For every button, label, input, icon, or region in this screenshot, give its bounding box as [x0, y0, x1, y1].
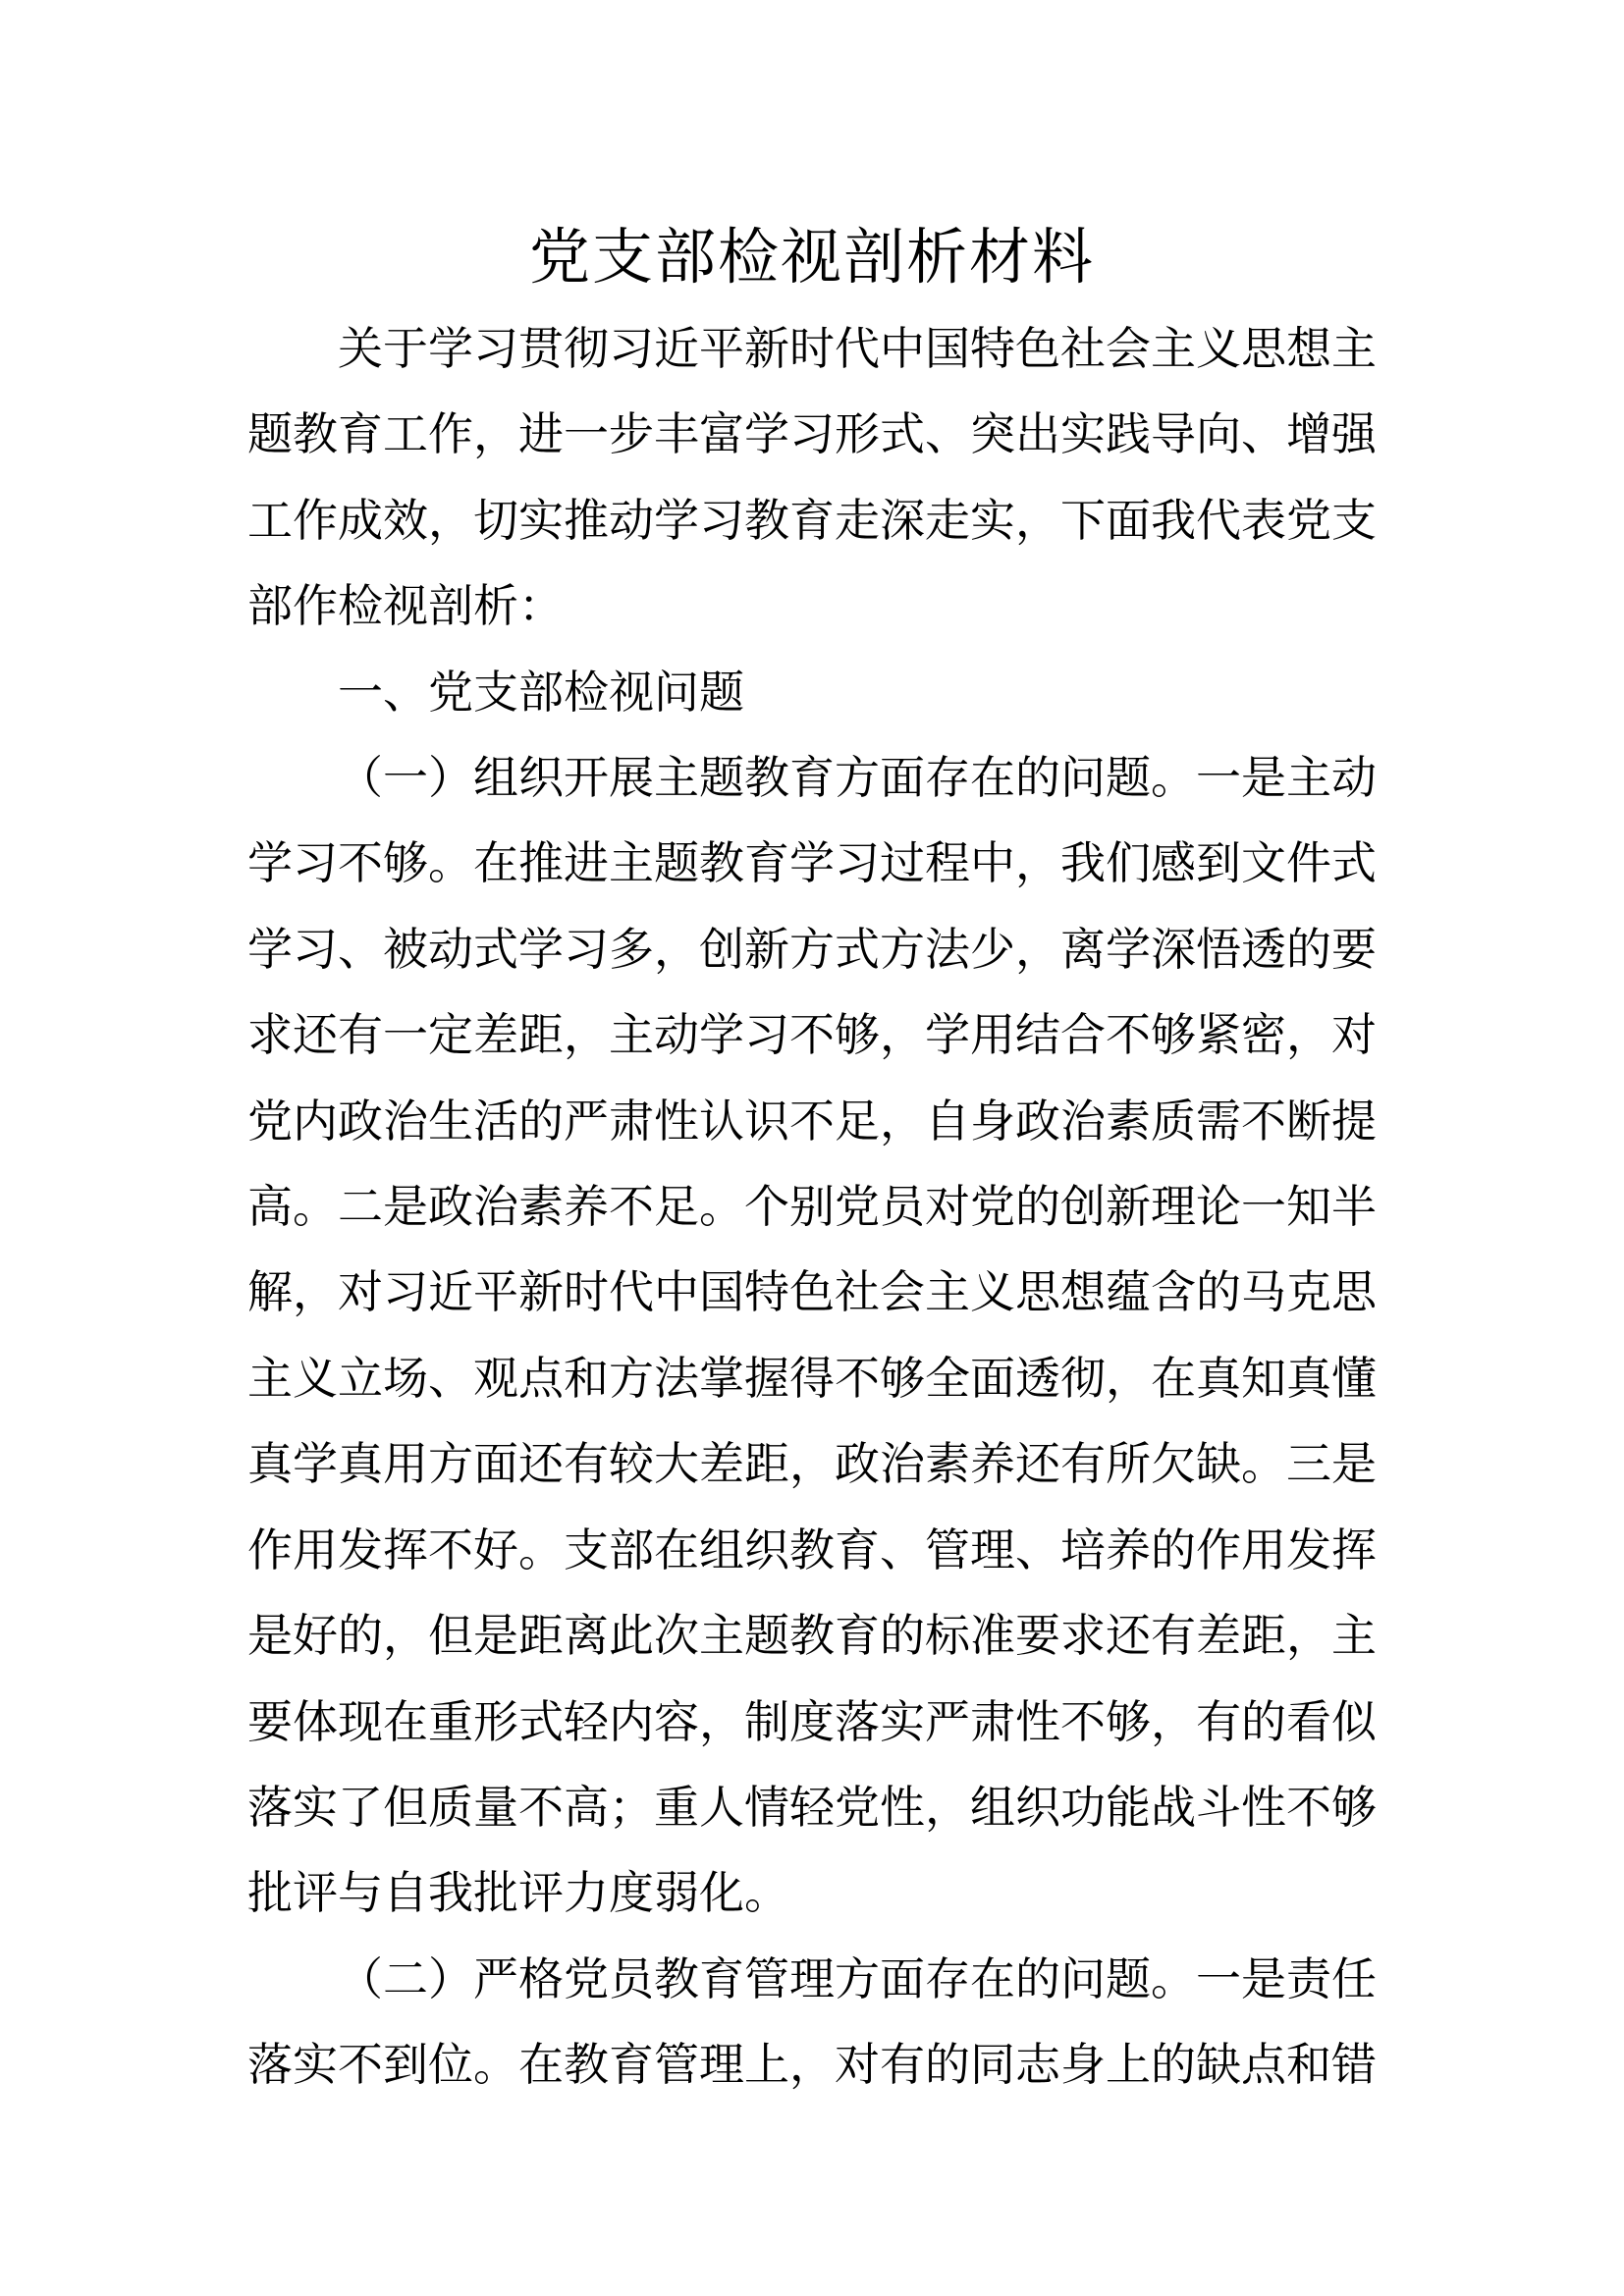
subsection-paragraph-1: （一）组织开展主题教育方面存在的问题。一是主动 学习不够。在推进主题教育学习过程中，我们感到文件式 学习、被动式学习多，创新方式方法少，离学深悟透的要 求还有一定差距，主动学习不够，学用结合不够紧密，对 党内政治生活的严肃性认识不足，自身政治素质需不断提 高。二是政治素养不足。个别党员对党的创新理论一知半 解，对习近平新时代中国特色社会主义思想蕴含的马克思 主义立场、观点和方法掌握得不够全面透彻，在真知真懂 真学真用方面还有较大差距，政治素养还有所欠缺。三是 作用发挥不好。支部在组织教育、管理、培养的作用发挥 是好的，但是距离此次主题教育的标准要求还有差距，主 要体现在重形式轻内容，制度落实严肃性不够，有的看似 落实了但质量不高；重人情轻党性，组织功能战斗性不够 批评与自我批评力度弱化。: [247, 751, 1377, 1920]
document-body: [247, 306, 1386, 2109]
section-heading: 一、党支部检视问题: [338, 665, 744, 719]
subsection-paragraph-2: （二）严格党员教育管理方面存在的问题。一是责任 落实不到位。在教育管理上，对有的同志身上的缺点和错: [247, 1951, 1377, 2092]
document-title: 党支部检视剖析材料: [528, 221, 1095, 293]
intro-paragraph: 关于学习贯彻习近平新时代中国特色社会主义思想主 题教育工作，进一步丰富学习形式、突出实践导向、增强 工作成效，切实推动学习教育走深走实，下面我代表党支 部作检视剖析：: [247, 322, 1377, 633]
